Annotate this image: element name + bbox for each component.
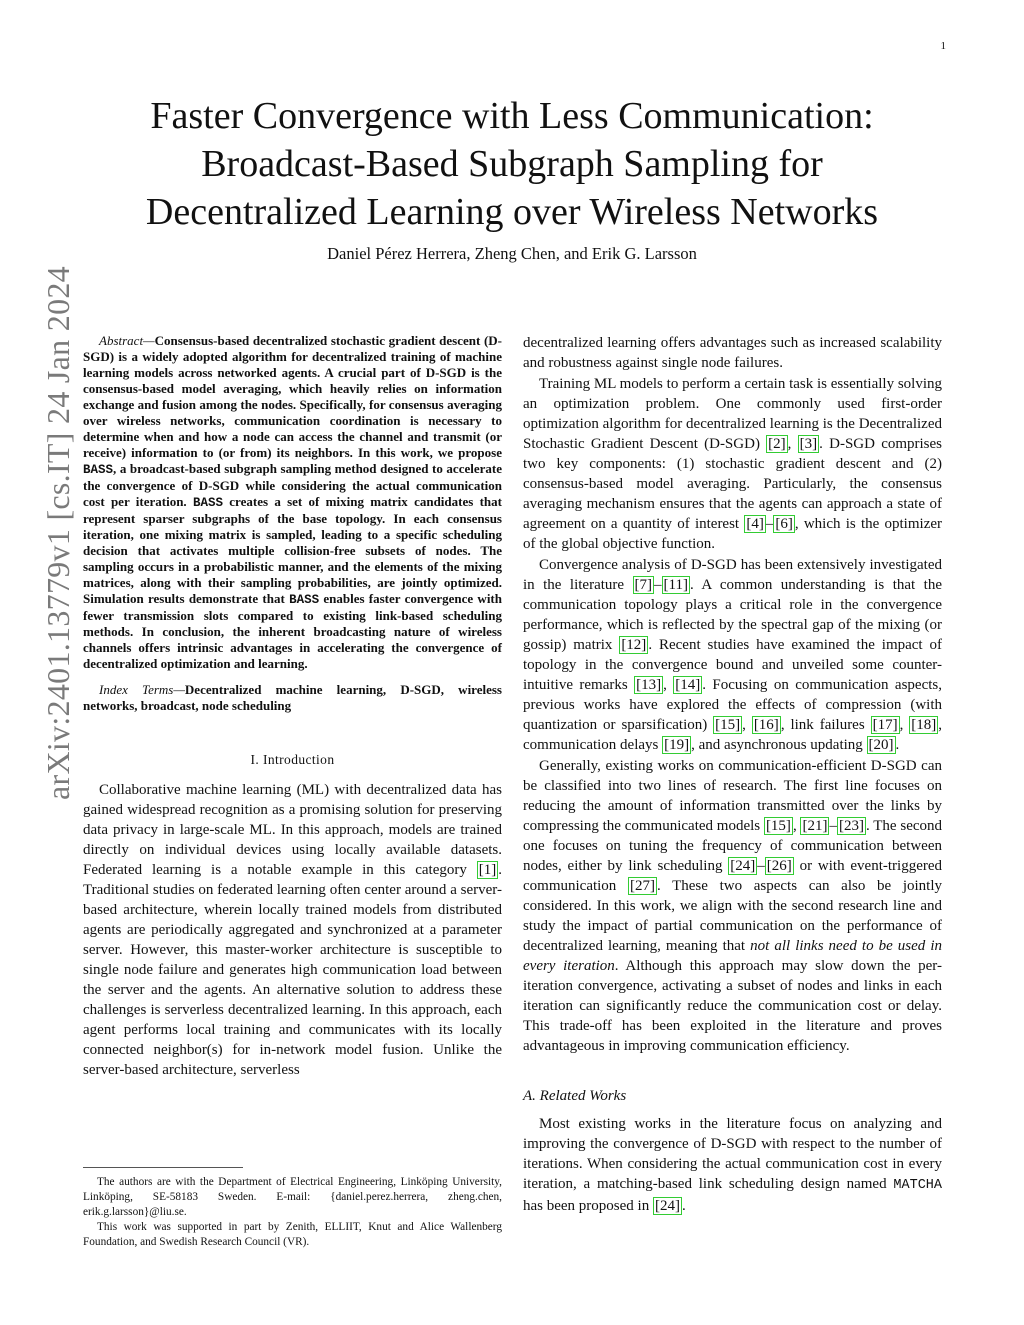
citation-link[interactable]: [19] xyxy=(664,737,690,753)
abstract-text: , a broadcast-based subgraph sampling method designed to accelerate the convergence of D-SGD while considering the actual communication cost per iteration. xyxy=(83,461,502,509)
index-terms xyxy=(83,682,502,714)
footnote-funding: This work was supported in part by Zenith, ELLIIT, Knut and Alice Wallenberg Foundation, and Swedish Research Council (VR). xyxy=(83,1221,502,1248)
citation-link[interactable]: [27] xyxy=(629,878,655,894)
text-run: . xyxy=(895,737,900,753)
text-run: . The second one focuses on tuning the frequency of communication between nodes, either by link scheduling xyxy=(523,818,943,874)
citation-link[interactable]: [4] xyxy=(746,516,764,532)
subsection-heading-related-works: A. Related Works xyxy=(523,1088,627,1104)
page-number: 1 xyxy=(940,40,946,52)
text-run: , and asynchronous updating xyxy=(691,737,867,753)
citation-link[interactable]: [13] xyxy=(636,677,662,693)
index-terms-text: Decentralized machine learning, D-SGD, wireless networks, broadcast, node scheduling xyxy=(83,682,502,713)
citation-link[interactable]: [14] xyxy=(675,677,701,693)
text-run: . These two aspects can also be jointly considered. In this work, we align with the second research line and study the impact of partial communication on the performance of decentralized learning, meaning that xyxy=(523,878,942,954)
text-run: Training ML models to perform a certain task is essentially solving an optimization problem. One commonly used first-order optimization algorithm for decentralized learning is the Decentralized Stochastic Gradient Descent (D-SGD) xyxy=(523,376,942,452)
intro-paragraph xyxy=(523,374,942,554)
footnote-rule xyxy=(83,1167,243,1168)
citation-link[interactable]: [12] xyxy=(621,637,647,653)
citation-link[interactable]: [2] xyxy=(768,436,786,452)
citation-link[interactable]: [16] xyxy=(753,717,779,733)
text-run: , xyxy=(787,436,798,452)
author-list: Daniel Pérez Herrera, Zheng Chen, and Erik G. Larsson xyxy=(327,244,697,263)
text-run: , xyxy=(899,717,910,733)
text-run: , xyxy=(792,818,801,834)
text-run: . A common understanding is that the communication topology plays a critical role in the convergence performance, which is reflected by the spectral gap of the mixing (or gossip) matrix xyxy=(523,577,942,653)
left-column xyxy=(83,333,502,1080)
method-name: BASS xyxy=(83,463,114,477)
method-name: BASS xyxy=(289,593,320,607)
text-run: Most existing works in the literature focus on analyzing and improving the convergence of D-SGD with respect to the number of iterations. When considering the actual communication cost in every iteration, a matching-based link scheduling design named xyxy=(523,1116,942,1192)
text-run: or with event-triggered communication xyxy=(523,858,942,894)
citation-link[interactable]: [18] xyxy=(911,717,937,733)
text-run: . Traditional studies on federated learning often center around a server-based architecture, wherein locally trained models from distributed agents are periodically aggregated and synchronized at a parameter server. However, this master-worker architecture is susceptible to single node failure and generates high communication load between the server and the agents. An alternative solution to address these challenges is serverless decentralized learning. In this approach, each agent performs local training and communicates with its locally connected neighbor(s) for in-network model fusion. Unlike the server-based architecture, serverless xyxy=(83,862,502,1078)
citation-link[interactable]: [17] xyxy=(872,717,898,733)
citation-link[interactable]: [11] xyxy=(663,577,688,593)
method-name: BASS xyxy=(192,496,223,510)
emphasis-text: not all links need to be used in every iteration xyxy=(523,938,942,974)
method-name: MATCHA xyxy=(893,1178,942,1193)
section-heading-introduction: I. Introduction xyxy=(250,752,335,767)
citation-link[interactable]: [23] xyxy=(838,818,864,834)
citation-link[interactable]: [21] xyxy=(802,818,828,834)
text-run: . Focusing on communication aspects, previous works have explored the effects of compression (with quantization or sparsification) xyxy=(523,677,942,733)
abstract xyxy=(83,333,502,672)
footnote-affiliation: The authors are with the Department of Electrical Engineering, Linköping University, Linköping, SE-58183 Sweden. E-mail: {daniel.perez.herrera, zheng.chen, erik.g.larsson}@liu.se. xyxy=(83,1176,502,1218)
text-run: , link failures xyxy=(780,717,871,733)
footnotes xyxy=(83,1175,502,1250)
intro-paragraph xyxy=(523,756,942,1056)
citation-link[interactable]: [24] xyxy=(654,1198,680,1214)
citation-link[interactable]: [7] xyxy=(634,577,653,593)
title-line: Faster Convergence with Less Communication: xyxy=(150,95,874,137)
citation-link[interactable]: [15] xyxy=(715,717,741,733)
text-run: Convergence analysis of D-SGD has been extensively investigated in the literature xyxy=(523,557,942,593)
text-run: – xyxy=(829,818,837,834)
abstract-text: Consensus-based decentralized stochastic gradient descent (D-SGD) is a widely adopted algorithm for decentralized training of machine learning models across networked agents. A crucial part of D-SGD is the consensus-based model averaging, which heavily relies on information exchange and fusion among the nodes. Specifically, for consensus averaging over wireless networks, communication coordination is necessary to determine when and how a node can access the channel and transmit (or receive) information to (or from) its neighbors. In this work, we propose xyxy=(83,333,502,460)
citation-link[interactable]: [24] xyxy=(730,858,756,874)
citation-link[interactable]: [1] xyxy=(478,862,497,878)
text-run: , which is the optimizer of the global objective function. xyxy=(523,516,942,552)
text-run: , communication delays xyxy=(523,717,942,753)
text-run: . Although this approach may slow down the per-iteration convergence, activating a subset of nodes and links in each iteration can significantly reduce the communication cost or delay. This trade-off has been exploited in the literature and proves advantageous in improving communication efficiency. xyxy=(523,958,942,1054)
text-run: . xyxy=(681,1198,686,1214)
text-run: Generally, existing works on communication-efficient D-SGD can be classified into two lines of research. The first line focuses on reducing the amount of information transmitted over the links by compressing the communicated models xyxy=(523,758,942,834)
text-run: – xyxy=(765,516,774,532)
text-run: , xyxy=(742,717,752,733)
abstract-text: creates a set of mixing matrix candidates that represent sparser subgraphs of the base topology. In each consensus iteration, one mixing matrix is sampled, leading to a specific scheduling decision that activates multiple collision-free subsets of nodes. The sampling occurs in a probabilistic manner, and the elements of the mixing matrices, along with their sampling probabilities, are jointly optimized. Simulation results demonstrate that xyxy=(83,494,502,606)
intro-paragraph xyxy=(83,780,502,1080)
right-column xyxy=(523,333,942,1216)
arxiv-stamp: arXiv:2401.13779v1 [cs.IT] 24 Jan 2024 xyxy=(40,266,76,800)
related-works-paragraph xyxy=(523,1114,942,1216)
citation-link[interactable]: [26] xyxy=(766,858,792,874)
citation-link[interactable]: [15] xyxy=(765,818,791,834)
text-run: , xyxy=(663,677,674,693)
index-terms-label: Index Terms— xyxy=(99,682,185,697)
text-run: – xyxy=(654,577,662,593)
citation-link[interactable]: [6] xyxy=(775,516,793,532)
abstract-label: Abstract— xyxy=(99,333,155,348)
intro-paragraph: decentralized learning offers advantages such as increased scalability and robustness against single node failures. xyxy=(523,335,942,371)
paper-title xyxy=(90,92,934,236)
text-run: . Recent studies have examined the impact of topology in the convergence bound and unveiled some counter-intuitive remarks xyxy=(523,637,942,693)
text-run: has been proposed in xyxy=(523,1198,653,1214)
text-run: Collaborative machine learning (ML) with decentralized data has gained widespread recognition as a promising solution for preserving data privacy in large-scale ML. In this approach, models are trained directly on individual devices using locally available datasets. Federated learning is a notable example in this category xyxy=(83,782,502,878)
citation-link[interactable]: [20] xyxy=(868,737,894,753)
intro-paragraph xyxy=(523,555,942,755)
text-run: . D-SGD comprises two key components: (1) stochastic gradient descent and (2) consensus-based model averaging. Particularly, the consensus averaging mechanism ensures that the agents can approach a state of agreement on a quantity of interest xyxy=(523,436,943,532)
abstract-text: enables faster convergence with fewer transmission slots compared to existing link-based scheduling methods. In conclusion, the inherent broadcasting nature of wireless channels offers intrinsic advantages in accelerating the convergence of decentralized optimization and learning. xyxy=(83,591,502,671)
title-line: Broadcast-Based Subgraph Sampling for xyxy=(201,143,823,185)
title-line: Decentralized Learning over Wireless Networks xyxy=(145,191,879,233)
text-run: – xyxy=(757,858,765,874)
citation-link[interactable]: [3] xyxy=(799,436,818,452)
